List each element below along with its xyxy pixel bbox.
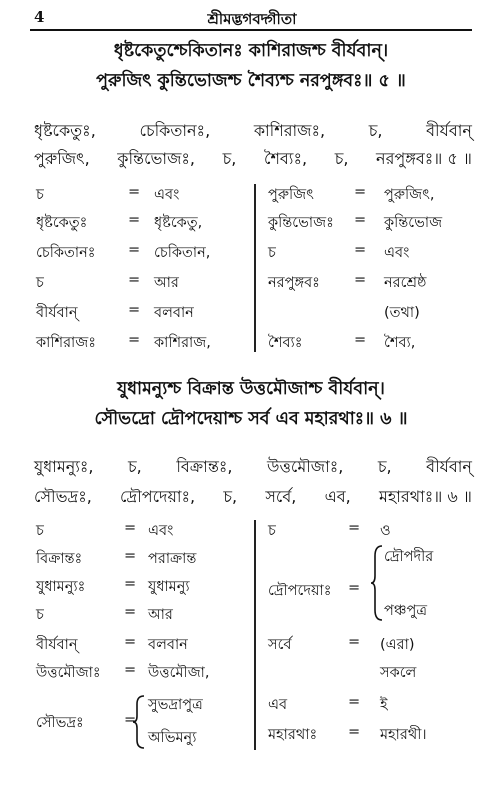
equals-sign: = [124,604,137,620]
gloss-word: চ [268,523,276,539]
pada-word: চ, [334,149,349,168]
gloss-meaning: নরশ্রেষ্ঠ [384,275,427,291]
pada-word: বিক্রান্তঃ, [176,457,233,476]
gloss-meaning: পুরুজিৎ, [384,187,435,203]
equals-sign: = [128,212,141,228]
equals-sign: = [354,212,367,228]
gloss-meaning: আর [148,607,173,623]
pada-word: উত্তমৌজাঃ, [267,457,344,476]
gloss-word: সৌভদ্রঃ [36,715,84,731]
gloss-word: চ [36,187,44,203]
gloss-meaning: শৈব্য, [384,335,416,351]
gloss-meaning: পঞ্চপুত্র [384,603,428,619]
gloss-word: শৈব্যঃ [268,335,303,351]
gloss-meaning: পরাক্রান্ত [148,551,197,567]
equals-sign: = [348,520,361,536]
pada-word: চ, [377,457,392,476]
gloss-word: যুধামন্যুঃ [36,579,86,595]
gloss-meaning: এবং [154,187,180,203]
gloss-word: মহারথাঃ [268,727,318,743]
pada-word: কুন্তিভোজঃ, [117,149,196,168]
gloss-word: ধৃষ্টকেতুঃ [36,215,88,231]
gloss-meaning: এবং [148,523,174,539]
gloss-word: চেকিতানঃ [36,245,96,261]
equals-sign: = [128,242,141,258]
pada-word: চেকিতানঃ, [139,121,211,140]
equals-sign: = [124,548,137,564]
equals-sign: = [124,712,137,728]
gloss-meaning: আর [154,275,179,291]
gloss-word: চ [36,607,44,623]
page-header [32,6,472,30]
equals-sign: = [128,184,141,200]
verse6-line1: যুধামন্যুশ্চ বিক্রান্ত উত্তমৌজাশ্চ বীর্যবান্। [117,379,385,399]
gloss-word: কাশিরাজঃ [36,335,96,351]
pada-word: সর্বে, [265,487,297,506]
running-title: শ্রীমদ্ভগবদ্গীতা [207,10,297,28]
gloss-meaning: চেকিতান, [154,245,211,261]
equals-sign: = [128,302,141,318]
page-number: 4 [34,8,45,26]
verse5-line2: পুরুজিৎ কুন্তিভোজশ্চ শৈব্যশ্চ নরপুঙ্গবঃ॥ ৫ ॥ [96,71,406,91]
gloss-meaning: বলবান [154,305,194,321]
equals-sign: = [124,520,137,536]
gloss-word: সর্বে [268,637,292,653]
gloss-word: চ [268,245,276,261]
pada-word: যুধামন্যুঃ, [34,457,94,476]
equals-sign: = [354,184,367,200]
column-divider [254,520,256,750]
pada-word: মহারথাঃ॥ ৬ ॥ [378,487,472,506]
gloss-meaning: উত্তমৌজা, [148,665,210,681]
gloss-meaning: সুভদ্রাপুত্র [148,697,203,713]
pada-word: এব, [324,487,351,506]
gloss-meaning: কাশিরাজ, [154,335,211,351]
pada-word: পুরুজিৎ, [34,149,90,168]
pada-word: নরপুঙ্গবঃ॥ ৫ ॥ [376,149,472,168]
gloss-word: নরপুঙ্গবঃ [268,275,320,291]
gloss-word: উত্তমৌজাঃ [36,665,101,681]
equals-sign: = [128,272,141,288]
equals-sign: = [354,272,367,288]
pada-word: চ, [128,457,142,476]
header-rule [30,29,472,31]
column-divider [254,184,256,352]
gloss-word: কুন্তিভোজঃ [268,215,334,231]
gloss-meaning: সকলে [380,665,417,681]
equals-sign: = [124,662,137,678]
gloss-meaning: অভিমন্যু [148,730,197,746]
pada-word: দ্রৌপদেয়াঃ, [120,487,196,506]
gloss-meaning: কুন্তিভোজ [384,215,443,231]
equals-sign: = [354,332,367,348]
gloss-word: বীর্যবান্ [36,305,78,321]
equals-sign: = [124,634,137,650]
gloss-word: বীর্যবান্ [36,637,78,653]
gloss-meaning: ই [380,697,388,713]
gloss-word: পুরুজিৎ [268,187,314,203]
curly-brace-icon [370,544,384,622]
gloss-meaning: দ্রৌপদীর [384,549,434,565]
pada-word: চ, [368,121,383,140]
verse6-padapatha-line2 [34,484,472,511]
gloss-word: চ [36,275,44,291]
pada-word: সৌভদ্রঃ, [34,487,92,506]
gloss-meaning: (এরা) [380,637,415,653]
pada-word: ধৃষ্টকেতুঃ, [34,121,96,140]
equals-sign: = [348,634,361,650]
gloss-word: দ্রৌপদেয়াঃ [268,583,332,599]
pada-word: কাশিরাজঃ, [253,121,326,140]
pada-word: বীর্যবান্ [426,121,472,140]
pada-word: বীর্যবান্ [426,457,472,476]
curly-brace-icon [132,694,146,750]
verse6-padapatha-line1 [34,454,472,481]
verse6-line2: সৌভদ্রো দ্রৌপদেয়াশ্চ সর্ব এব মহারথাঃ॥ ৬ ॥ [94,409,408,429]
gloss-meaning: (তথা) [384,305,420,321]
gloss-word: চ [36,523,44,539]
pada-word: শৈব্যঃ, [263,149,308,168]
gloss-word: বিক্রান্তঃ [36,551,83,567]
gloss-meaning: যুধামন্যু [148,579,190,595]
gloss-meaning: এবং [384,245,410,261]
pada-word: চ, [222,149,237,168]
gloss-meaning: মহারথী। [380,727,427,743]
gloss-meaning: ধৃষ্টকেতু, [154,215,203,231]
gloss-word: এব [268,697,288,713]
verse5-padapatha-line2 [34,146,472,173]
equals-sign: = [128,332,141,348]
equals-sign: = [354,242,367,258]
gloss-meaning: ও [380,523,391,539]
gloss-meaning: বলবান [148,637,188,653]
pada-word: চ, [223,487,238,506]
verse5-padapatha-line1 [34,118,472,145]
verse5-line1: ধৃষ্টকেতুশ্চেকিতানঃ কাশিরাজশ্চ বীর্যবান্। [113,41,389,61]
equals-sign: = [348,580,361,596]
equals-sign: = [124,576,137,592]
equals-sign: = [348,724,361,740]
equals-sign: = [348,694,361,710]
